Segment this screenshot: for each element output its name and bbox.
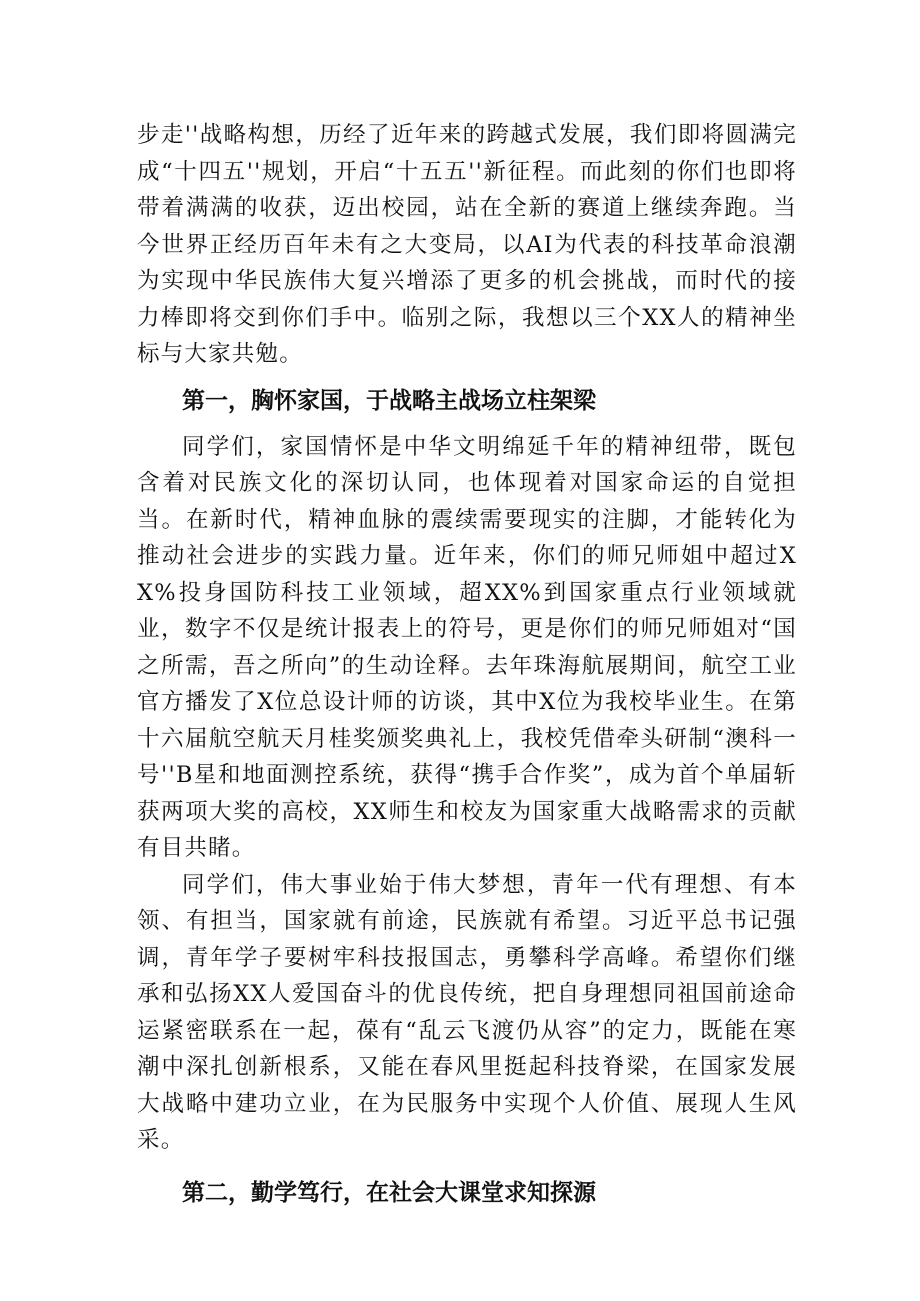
section-1-heading: 第一，胸怀家国，于战略主战场立柱架梁 <box>182 387 596 414</box>
intro-paragraph: 步走''战略构想，历经了近年来的跨越式发展，我们即将圆满完成“十四五''规划，开启“十五五''新征程。而此刻的你们也即将带着满满的收获，迈出校园，站在全新的赛道上继续奔跑。当今世界正经历百年未有之大变局，以AI为代表的科技革命浪潮为实现中华民族伟大复兴增添了更多的机会挑战，而时代的接力棒即将交到你们手中。临别之际，我想以三个XX人的精神坐标与大家共勉。 <box>137 122 797 367</box>
document-body <box>137 117 797 1221</box>
section-1-paragraph-2: 同学们，伟大事业始于伟大梦想，青年一代有理想、有本领、有担当，国家就有前途，民族就有希望。习近平总书记强调，青年学子要树牢科技报国志，勇攀科学高峰。希望你们继承和弘扬XX人爱国奋斗的优良传统，把自身理想同祖国前途命运紧密联系在一起，葆有“乱云飞渡仍从容”的定力，既能在寒潮中深扎创新根系，又能在春风里挺起科技脊梁，在国家发展大战略中建功立业，在为民服务中实现个人价值、展现人生风采。 <box>137 871 797 1153</box>
section-1-paragraph-1: 同学们，家国情怀是中华文明绵延千年的精神纽带，既包含着对民族文化的深切认同，也体现着对国家命运的自觉担当。在新时代，精神血脉的震续需要现实的注脚，才能转化为推动社会进步的实践力量。近年来，你们的师兄师姐中超过XX%投身国防科技工业领域，超XX%到国家重点行业领域就业，数字不仅是统计报表上的符号，更是你们的师兄师姐对“国之所需，吾之所向”的生动诠释。去年珠海航展期间，航空工业官方播发了X位总设计师的访谈，其中X位为我校毕业生。在第十六届航空航天月桂奖颁奖典礼上，我校凭借牵头研制“澳科一号''B星和地面测控系统，获得“携手合作奖”，成为首个单届斩获两项大奖的高校，XX师生和校友为国家重大战略需求的贡献有目共睹。 <box>137 433 797 861</box>
section-2-heading: 第二，勤学笃行，在社会大课堂求知探源 <box>182 1179 596 1206</box>
